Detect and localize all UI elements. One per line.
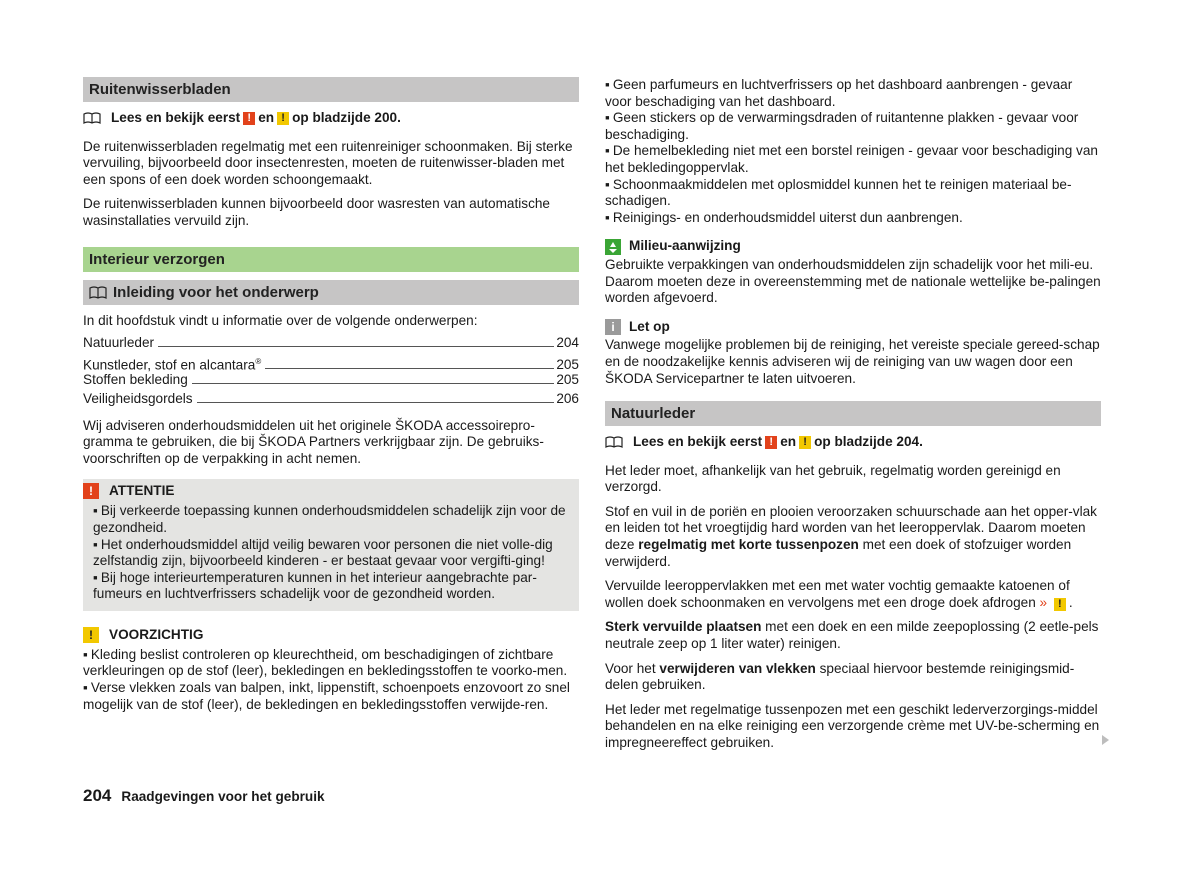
toc-item[interactable] — [83, 354, 579, 373]
attentie-header — [83, 481, 569, 501]
toc-label: Kunstleder, stof en alcantara — [83, 357, 256, 373]
section-title: Natuurleder — [611, 405, 696, 423]
left-column — [83, 77, 579, 713]
lees-en: en — [780, 434, 797, 450]
paragraph: Vervuilde leeroppervlakken met een met water vochtig gemaakte katoenen of wollen doek schoonmaken en vervolgens met een droge doek afdrogen » ! . — [605, 578, 1073, 610]
letop-header — [605, 319, 1101, 336]
lees-en: en — [258, 110, 275, 125]
toc-label-wrap — [83, 354, 261, 374]
caution-icon[interactable]: ! — [799, 436, 811, 449]
voorzichtig-item: ▪ Geen stickers op de verwarmingsdraden of ruitantenne plakken - gevaar voor beschadiging. — [605, 110, 1101, 143]
text-run: Voor het — [605, 660, 660, 676]
section-title: Ruitenwisserbladen — [89, 81, 231, 98]
toc-page: 204 — [556, 335, 579, 351]
voorzichtig-item: ▪ Schoonmaakmiddelen met oplosmiddel kunnen het te reinigen materiaal be-schadigen. — [605, 177, 1101, 210]
voorzichtig-item: ▪ Verse vlekken zoals van balpen, inkt, lippenstift, schoenpoets enzovoort zo snel mogelijk van de stof (leer), de bekledingen en bekledingsstoffen verwijde-ren. — [83, 680, 579, 713]
page-number: 204 — [83, 786, 112, 805]
bold-run: Sterk vervuilde plaatsen — [605, 619, 762, 635]
read-first-line — [83, 110, 579, 127]
attentie-box — [83, 479, 579, 611]
toc-page: 206 — [556, 390, 579, 406]
warning-icon[interactable]: ! — [765, 436, 777, 449]
paragraph — [605, 504, 1101, 570]
paragraph: Het leder met regelmatige tussenpozen met een geschikt lederverzorgings-middel behandelen en na elke reiniging een verzorgende crème met UV-be-scherming en impregneereffect gebruiken. — [605, 701, 1100, 750]
toc-leader — [192, 383, 555, 384]
footer-title: Raadgevingen voor het gebruik — [121, 789, 325, 804]
caution-icon[interactable]: ! — [1054, 598, 1066, 611]
letop-title: Let op — [629, 318, 670, 334]
lees-text: Lees en bekijk eerst — [111, 110, 241, 125]
toc-label: Stoffen bekleding — [83, 372, 188, 388]
toc-label: Natuurleder — [83, 335, 155, 351]
paragraph — [605, 619, 1101, 652]
attentie-item: ▪ Het onderhoudsmiddel altijd veilig bewaren voor personen die niet volle-dig zelfstandig zijn, bijvoorbeeld kinderen - er bestaat gevaar voor vergifti-ging! — [83, 537, 569, 570]
toc-page: 205 — [556, 357, 579, 373]
book-icon — [83, 112, 101, 124]
toc-leader — [197, 402, 555, 403]
chapter-title: Interieur verzorgen — [89, 250, 225, 268]
milieu-header — [605, 238, 1101, 255]
continue-arrow-icon[interactable] — [1102, 735, 1109, 745]
voorzichtig-item: ▪ De hemelbekleding niet met een borstel reinigen - gevaar voor beschadiging van het bekledingoppervlak. — [605, 143, 1101, 176]
page-reference-link[interactable]: op bladzijde 204. — [814, 434, 923, 450]
toc-leader — [158, 346, 554, 347]
text-run: Stof en vuil in de poriën en plooien veroorzaken schuurschade aan het opper-vlak en leiden tot het vroegtijdig hard worden van het leeroppervlak. Daarom moeten deze — [605, 503, 1097, 553]
attentie-item: ▪ Bij verkeerde toepassing kunnen onderhoudsmiddelen schadelijk zijn voor de gezondheid. — [83, 503, 569, 536]
reference-arrow[interactable]: » — [1039, 594, 1048, 610]
section-header-natuurleder — [605, 401, 1101, 426]
voorzichtig-box — [83, 625, 579, 713]
text-run: met een doek en een milde zeepoplossing (2 eetle-pels neutrale zeep op 1 liter water) reinigen. — [605, 619, 1099, 652]
section-header-inleiding — [83, 280, 579, 305]
page-reference-link[interactable]: op bladzijde 200. — [292, 110, 401, 125]
caution-icon: ! — [83, 627, 99, 643]
toc-item[interactable] — [83, 391, 579, 410]
letop-text: Vanwege mogelijke problemen bij de reiniging, het vereiste speciale gereed-schap en de noodzakelijke kennis adviseren wij de reiniging van uw wagen door een ŠKODA Servicepartner te laten uitvoeren. — [605, 337, 1100, 386]
toc-label: Veiligheidsgordels — [83, 390, 193, 406]
toc-page: 205 — [556, 372, 579, 388]
paragraph: De ruitenwisserbladen regelmatig met een ruitenreiniger schoonmaken. Bij sterke vervuiling, bijvoorbeeld door insectenresten, moeten de ruitenwisser-bladen met een spons of een doek worden schoongemaakt. — [83, 138, 573, 187]
bold-run: regelmatig met korte tussenpozen — [638, 537, 859, 553]
bold-run: verwijderen van vlekken — [659, 660, 816, 676]
toc-sup: ® — [255, 356, 262, 366]
book-icon — [89, 286, 107, 299]
lees-text: Lees en bekijk eerst — [633, 434, 763, 450]
toc-leader — [265, 368, 554, 369]
page-footer — [83, 786, 325, 806]
voorzichtig-title: VOORZICHTIG — [109, 626, 204, 642]
attentie-item: ▪ Bij hoge interieurtemperaturen kunnen in het interieur aangebrachte par-fumeurs en luchtverfrissers schadelijk voor de gezondheid worden. — [83, 570, 569, 603]
voorzichtig-header — [83, 625, 579, 645]
advice-paragraph: Wij adviseren onderhoudsmiddelen uit het originele ŠKODA accessoirepro-gramma te gebruiken, die bij ŠKODA Partners verkrijgbaar zijn. De gebruiks-voorschriften op de verpakking in acht nemen. — [83, 417, 544, 466]
text-run: Vervuilde leeroppervlakken met een met water vochtig gemaakte katoenen of wollen doek schoonmaken en vervolgens met een droge doek afdrogen — [605, 578, 1070, 610]
milieu-text: Gebruikte verpakkingen van onderhoudsmiddelen zijn schadelijk voor het mili-eu. Daarom moeten deze in overeenstemming met de nationale wettelijke be-palingen worden afgevoerd. — [605, 256, 1101, 306]
section-title: Inleiding voor het onderwerp — [113, 283, 319, 301]
book-icon — [605, 436, 623, 448]
toc-item[interactable] — [83, 372, 579, 391]
voorzichtig-item: ▪ Kleding beslist controleren op kleurechtheid, om beschadigingen of zichtbare verkleuringen op de stof (leer), bekledingen en bekledingsstoffen te voorko-men. — [83, 647, 579, 680]
voorzichtig-item: ▪ Reinigings- en onderhoudsmiddel uiterst dun aanbrengen. — [605, 210, 1101, 227]
paragraph — [605, 661, 1101, 694]
milieu-title: Milieu-aanwijzing — [629, 238, 741, 254]
info-icon: i — [605, 319, 621, 335]
chapter-header-interieur — [83, 247, 579, 272]
read-first-line — [605, 434, 1101, 451]
section-header-ruitenwisserbladen — [83, 77, 579, 102]
paragraph: De ruitenwisserbladen kunnen bijvoorbeeld door wasresten van automatische wasinstallaties vervuild zijn. — [83, 196, 550, 228]
recycle-icon — [605, 239, 621, 255]
warning-icon: ! — [83, 483, 99, 499]
text-run: met een doek of stofzuiger worden verwijderd. — [605, 537, 1072, 569]
table-of-contents — [83, 335, 579, 409]
intro-text: In dit hoofdstuk vindt u informatie over de volgende onderwerpen: — [83, 312, 478, 328]
attentie-title: ATTENTIE — [109, 483, 175, 499]
paragraph: Het leder moet, afhankelijk van het gebruik, regelmatig worden gereinigd en verzorgd. — [605, 462, 1061, 495]
caution-icon[interactable]: ! — [277, 112, 289, 125]
right-column — [605, 77, 1101, 760]
toc-item[interactable] — [83, 335, 579, 354]
warning-icon[interactable]: ! — [243, 112, 255, 125]
text-run: speciaal hiervoor bestemde reinigingsmid-delen gebruiken. — [605, 660, 1075, 693]
voorzichtig-item: ▪ Geen parfumeurs en luchtverfrissers op het dashboard aanbrengen - gevaar voor beschadiging van het dashboard. — [605, 77, 1101, 110]
